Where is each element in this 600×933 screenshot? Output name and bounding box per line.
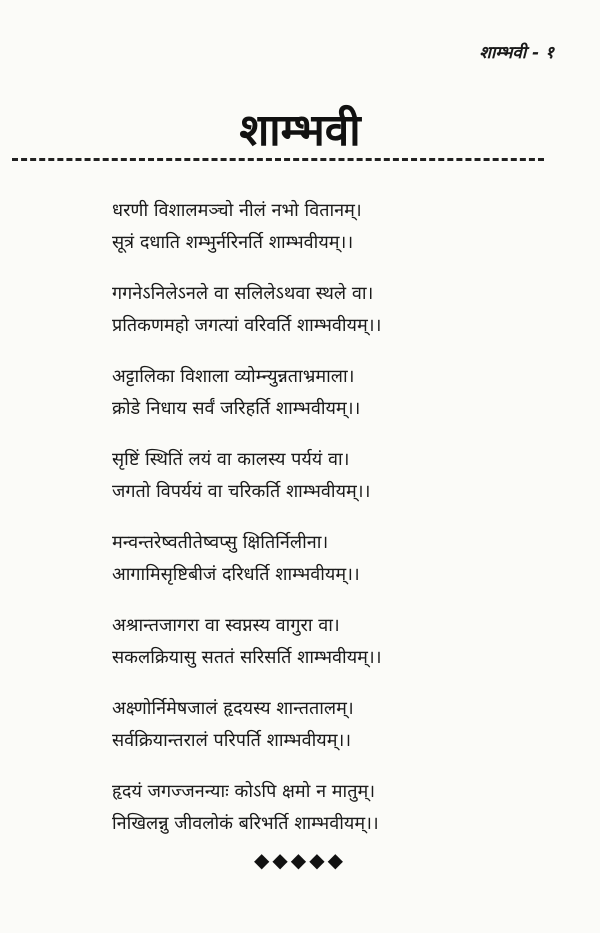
poem-body: [112, 195, 582, 859]
verse-line: हृदयं जगज्जनन्याः कोऽपि क्षमो न मातुम्।: [112, 781, 376, 802]
stanza-8: [112, 776, 582, 840]
stanza-7: [112, 693, 582, 757]
stanza-3: [112, 361, 582, 425]
end-ornament: ◆◆◆◆◆: [254, 848, 346, 872]
verse-line: धरणी विशालमञ्चो नीलं नभो वितानम्।: [112, 200, 362, 221]
verse-line: अश्रान्तजागरा वा स्वप्नस्य वागुरा वा।: [112, 615, 340, 636]
verse-line: निखिलन्नु जीवलोकं बरिभर्ति शाम्भवीयम्।।: [112, 813, 379, 834]
verse-line: आगामिसृष्टिबीजं दरिधर्ति शाम्भवीयम्।।: [112, 564, 360, 585]
verse-line: सकलक्रियासु सततं सरिसर्ति शाम्भवीयम्।।: [112, 647, 382, 668]
verse-line: मन्वन्तरेष्वतीतेष्वप्सु क्षितिर्निलीना।: [112, 532, 329, 553]
verse-line: क्रोडे निधाय सर्वं जरिहर्ति शाम्भवीयम्।।: [112, 398, 361, 419]
verse-line: सृष्टिं स्थितिं लयं वा कालस्य पर्ययं वा।: [112, 449, 350, 470]
verse-line: गगनेऽनिलेऽनले वा सलिलेऽथवा स्थले वा।: [112, 283, 374, 304]
verse-line: अट्टालिका विशाला व्योम्न्युन्नताभ्रमाला।: [112, 366, 355, 387]
stanza-5: [112, 527, 582, 591]
dashed-divider: [12, 158, 544, 161]
verse-line: प्रतिकणमहो जगत्यां वरिवर्ति शाम्भवीयम्।।: [112, 315, 382, 336]
page-title: शाम्भवी: [239, 105, 361, 156]
verse-line: सूत्रं दधाति शम्भुर्नरिनर्ति शाम्भवीयम्।।: [112, 232, 354, 253]
running-head: शाम्भवी - १: [479, 43, 554, 63]
verse-line: सर्वक्रियान्तरालं परिपर्ति शाम्भवीयम्।।: [112, 730, 352, 751]
stanza-4: [112, 444, 582, 508]
verse-line: अक्ष्णोर्निमेषजालं हृदयस्य शान्ततालम्।: [112, 698, 354, 719]
stanza-2: [112, 278, 582, 342]
stanza-6: [112, 610, 582, 674]
stanza-1: [112, 195, 582, 259]
verse-line: जगतो विपर्ययं वा चरिकर्ति शाम्भवीयम्।।: [112, 481, 371, 502]
